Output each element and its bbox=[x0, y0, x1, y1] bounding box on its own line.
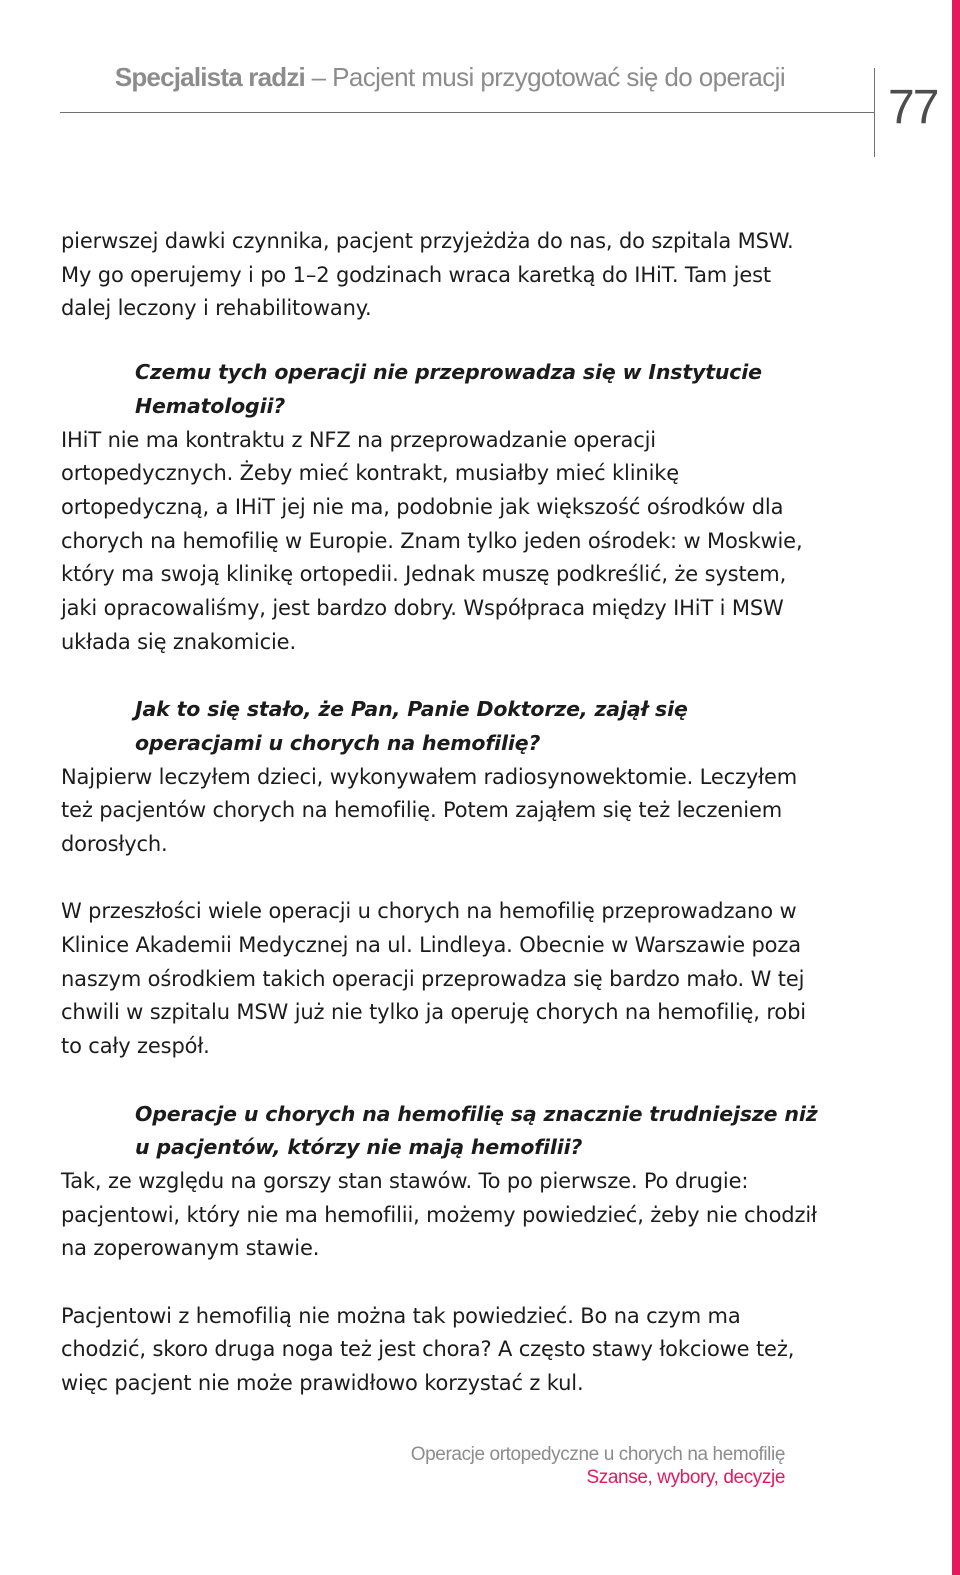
interview-answer: IHiT nie ma kontraktu z NFZ na przeprowadzanie operacji ortopedycznych. Żeby mieć kontrakt, musiałby mieć klinikę ortopedyczną, a IHiT jej nie ma, podobnie jak większość ośrodków dla chorych na hemofilię w Europie. Znam tylko jeden ośrodek: w Moskwie, który ma swoją klinikę ortopedii. Jednak muszę podkreślić, że system, jaki opracowaliśmy, jest bardzo dobry. Współpraca między IHiT i MSW układa się znakomicie. bbox=[61, 427, 803, 654]
footer-publication-title: Operacje ortopedyczne u chorych na hemofilię bbox=[410, 1444, 785, 1465]
article-body bbox=[61, 225, 821, 1401]
page-number: 77 bbox=[888, 81, 938, 134]
header-chapter-title: – Pacjent musi przygotować się do operacji bbox=[304, 62, 785, 92]
paragraph-continued: pierwszej dawki czynnika, pacjent przyjeżdża do nas, do szpitala MSW. My go operujemy i po 1–2 godzinach wraca karetką do IHiT. Tam jest dalej leczony i rehabilitowany. bbox=[61, 229, 794, 321]
interview-question: Jak to się stało, że Pan, Panie Doktorze, zajął się operacjami u chorych na hemofilię? bbox=[135, 697, 688, 755]
running-header bbox=[115, 62, 785, 93]
running-footer bbox=[411, 1443, 785, 1489]
interview-question: Czemu tych operacji nie przeprowadza się w Instytucie Hematologii? bbox=[135, 360, 762, 418]
accent-side-bar bbox=[952, 0, 960, 1575]
interview-answer: W przeszłości wiele operacji u chorych na hemofilię przeprowadzano w Klinice Akademii Medycznej na ul. Lindleya. Obecnie w Warszawie poza naszym ośrodkiem takich operacji przeprowadza się bardzo mało. W tej chwili w szpitalu MSW już nie tylko ja operuję chorych na hemofilię, robi to cały zespół. bbox=[61, 899, 806, 1059]
header-section-name: Specjalista radzi bbox=[114, 62, 305, 92]
interview-question: Operacje u chorych na hemofilię są znacznie trudniejsze niż u pacjentów, którzy nie mają hemofilii? bbox=[135, 1101, 818, 1160]
interview-answer: Najpierw leczyłem dzieci, wykonywałem radiosynowektomie. Leczyłem też pacjentów chorych na hemofilię. Potem zająłem się też leczeniem dorosłych. bbox=[61, 764, 798, 856]
interview-answer: Tak, ze względu na gorszy stan stawów. To po pierwsze. Po drugie: pacjentowi, który nie ma hemofilii, możemy powiedzieć, żeby nie chodził na zoperowanym stawie. bbox=[61, 1168, 817, 1261]
footer-series-title: Szanse, wybory, decyzje bbox=[586, 1467, 785, 1488]
header-vertical-rule bbox=[874, 68, 875, 157]
interview-answer: Pacjentowi z hemofilią nie można tak powiedzieć. Bo na czym ma chodzić, skoro druga noga też jest chora? A często stawy łokciowe też, więc pacjent nie może prawidłowo korzystać z kul. bbox=[61, 1303, 795, 1396]
header-rule bbox=[60, 112, 875, 113]
